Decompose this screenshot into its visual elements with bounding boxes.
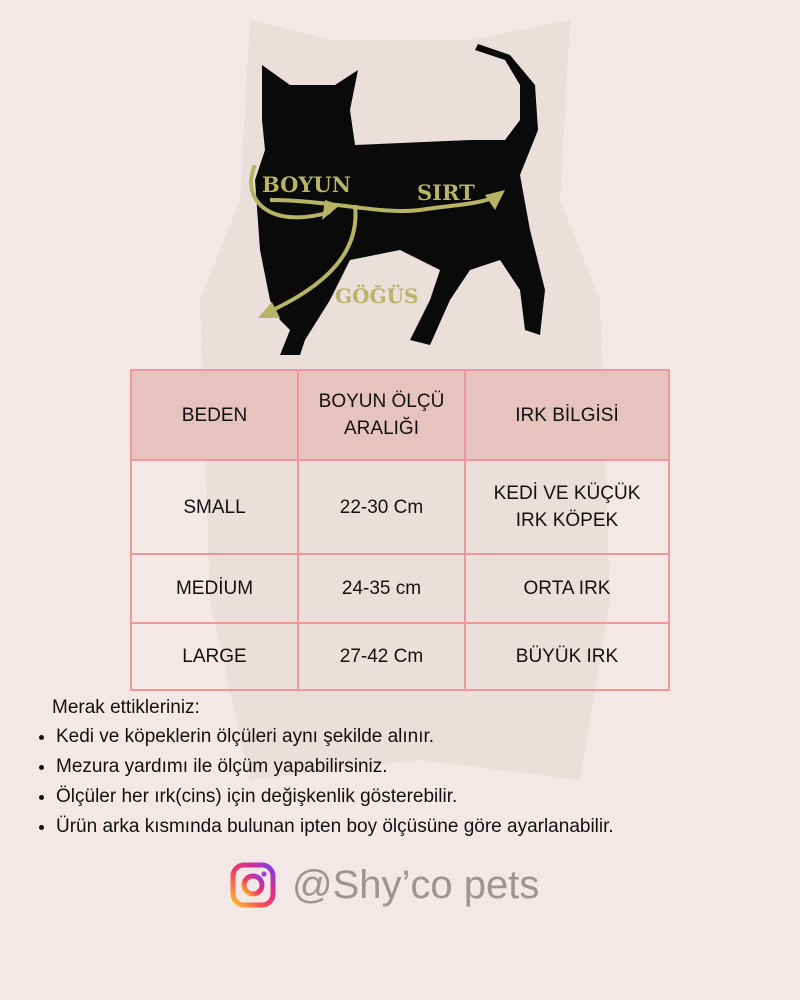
table-cell: LARGE (131, 623, 298, 690)
table-cell: BÜYÜK IRK (465, 623, 669, 690)
table-cell: 24-35 cm (298, 554, 465, 623)
list-item: • Kedi ve köpeklerin ölçüleri aynı şekilde alınır. (56, 722, 614, 752)
list-item: • Mezura yardımı ile ölçüm yapabilirsiniz. (56, 752, 614, 782)
table-row (131, 460, 669, 554)
header-cell: BOYUN ÖLÇÜ ARALIĞI (298, 370, 465, 460)
table-row (131, 554, 669, 623)
size-table (130, 369, 670, 691)
table-cell: 22-30 Cm (298, 460, 465, 554)
table-row (131, 623, 669, 690)
table-header-row (131, 370, 669, 460)
header-cell: BEDEN (131, 370, 298, 460)
header-cell: IRK BİLGİSİ (465, 370, 669, 460)
notes-list (18, 722, 614, 842)
instagram-icon (230, 862, 276, 908)
table-cell: KEDİ VE KÜÇÜK IRK KÖPEK (465, 460, 669, 554)
notes-title: Merak ettikleriniz: (52, 697, 200, 718)
neck-label: BOYUN (262, 172, 351, 197)
social-handle (230, 862, 539, 908)
table-cell: ORTA IRK (465, 554, 669, 623)
back-label: SIRT (417, 180, 475, 205)
table-cell: SMALL (131, 460, 298, 554)
cat-measurement-diagram (0, 0, 800, 370)
table-cell: MEDİUM (131, 554, 298, 623)
chest-label: GÖĞÜS (335, 284, 419, 308)
list-item: • Ölçüler her ırk(cins) için değişkenlik gösterebilir. (56, 782, 614, 812)
table-cell: 27-42 Cm (298, 623, 465, 690)
instagram-handle: @Shy’co pets (292, 862, 540, 907)
list-item: • Ürün arka kısmında bulunan ipten boy ölçüsüne göre ayarlanabilir. (56, 812, 614, 842)
